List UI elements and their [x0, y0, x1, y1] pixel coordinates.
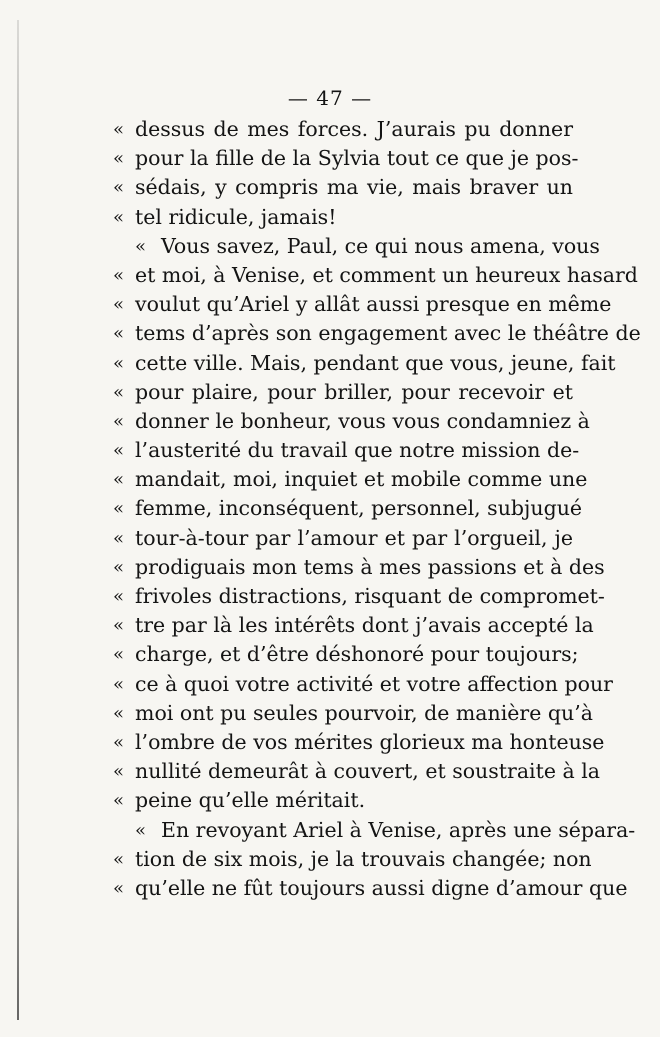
line-text: voulut qu’Ariel y allât aussi presque en même	[135, 292, 612, 317]
line-text: tour-à-tour par l’amour et par l’orgueil, je	[135, 525, 573, 550]
quote-mark: «	[135, 819, 147, 841]
quote-mark: «	[113, 177, 125, 199]
text-line	[113, 553, 605, 582]
quote-mark: «	[113, 381, 125, 403]
quote-mark: «	[113, 731, 125, 753]
line-text: moi ont pu seules pourvoir, de manière qu’à	[135, 700, 593, 725]
text-line	[113, 670, 613, 699]
quote-mark: «	[113, 761, 125, 783]
line-text: Vous savez, Paul, ce qui nous amena, vous	[161, 233, 600, 258]
line-text: cette ville. Mais, pendant que vous, jeune, fait	[135, 350, 616, 375]
quote-mark: «	[135, 235, 147, 257]
line-text: qu’elle ne fût toujours aussi digne d’amour que	[135, 875, 628, 900]
line-text: peine qu’elle méritait.	[135, 788, 366, 813]
text-line	[113, 203, 573, 232]
body-text	[113, 115, 641, 903]
page-edge-line	[17, 20, 19, 1020]
text-line	[113, 786, 573, 815]
text-line	[113, 407, 590, 436]
line-text: frivoles distractions, risquant de compromet-	[135, 584, 605, 608]
quote-mark: «	[113, 498, 125, 520]
line-text: En revoyant Ariel à Venise, après une sépara-	[161, 817, 636, 842]
text-line	[113, 232, 600, 261]
line-text: tel ridicule, jamais!	[135, 204, 337, 229]
text-line	[113, 173, 573, 202]
quote-mark: «	[113, 848, 125, 870]
line-text: tre par là les intérêts dont j’avais accepté la	[135, 613, 594, 638]
text-line	[113, 640, 579, 669]
quote-mark: «	[113, 877, 125, 899]
quote-mark: «	[113, 586, 125, 607]
quote-mark: «	[113, 206, 125, 228]
text-line	[113, 494, 583, 523]
quote-mark: «	[113, 148, 125, 170]
line-text: charge, et d’être déshonoré pour toujours;	[135, 642, 579, 667]
text-line	[113, 144, 579, 173]
text-line	[113, 757, 601, 786]
quote-mark: «	[113, 469, 125, 491]
page-number: — 47 —	[287, 86, 373, 110]
line-text: tion de six mois, je la trouvais changée; non	[135, 846, 592, 871]
line-text: pour plaire, pour briller, pour recevoir et	[135, 379, 573, 404]
text-line	[113, 845, 592, 874]
text-line	[113, 378, 573, 407]
text-line	[113, 436, 580, 465]
line-text: pour la fille de la Sylvia tout ce que je pos-	[135, 146, 579, 171]
quote-mark: «	[113, 352, 125, 374]
quote-mark: «	[113, 294, 125, 316]
line-text: femme, inconséquent, personnel, subjugué	[135, 496, 583, 521]
text-line	[113, 465, 588, 494]
quote-mark: «	[113, 264, 125, 286]
quote-mark: «	[113, 119, 125, 140]
text-line	[113, 115, 573, 144]
text-line	[113, 699, 593, 728]
quote-mark: «	[113, 644, 125, 666]
line-text: ce à quoi votre activité et votre affection pour	[135, 671, 613, 696]
text-line	[113, 261, 638, 290]
quote-mark: «	[113, 323, 125, 345]
quote-mark: «	[113, 440, 125, 462]
line-text: prodiguais mon tems à mes passions et à des	[135, 554, 605, 579]
line-text: et moi, à Venise, et comment un heureux hasard	[135, 262, 638, 287]
line-text: tems d’après son engagement avec le théâtre de	[135, 321, 641, 346]
text-line	[113, 874, 628, 903]
text-line	[113, 611, 594, 640]
text-line	[113, 816, 636, 845]
quote-mark: «	[113, 673, 125, 695]
line-text: sédais, y compris ma vie, mais braver un	[135, 175, 573, 200]
quote-mark: «	[113, 790, 125, 812]
quote-mark: «	[113, 527, 125, 549]
quote-mark: «	[113, 615, 125, 637]
line-text: l’austerité du travail que notre mission de-	[135, 438, 580, 463]
text-line	[113, 290, 612, 319]
text-line	[113, 728, 605, 757]
line-text: donner le bonheur, vous vous condamniez à	[135, 408, 590, 433]
line-text: l’ombre de vos mérites glorieux ma honteuse	[135, 729, 605, 754]
quote-mark: «	[113, 410, 125, 432]
line-text: mandait, moi, inquiet et mobile comme une	[135, 467, 588, 492]
quote-mark: «	[113, 556, 125, 578]
line-text: nullité demeurât à couvert, et soustraite à la	[135, 759, 601, 784]
text-line	[113, 319, 641, 348]
text-line	[113, 524, 573, 553]
quote-mark: «	[113, 702, 125, 724]
text-line	[113, 582, 605, 611]
text-line	[113, 349, 616, 378]
line-text: dessus de mes forces. J’aurais pu donner	[135, 117, 573, 141]
